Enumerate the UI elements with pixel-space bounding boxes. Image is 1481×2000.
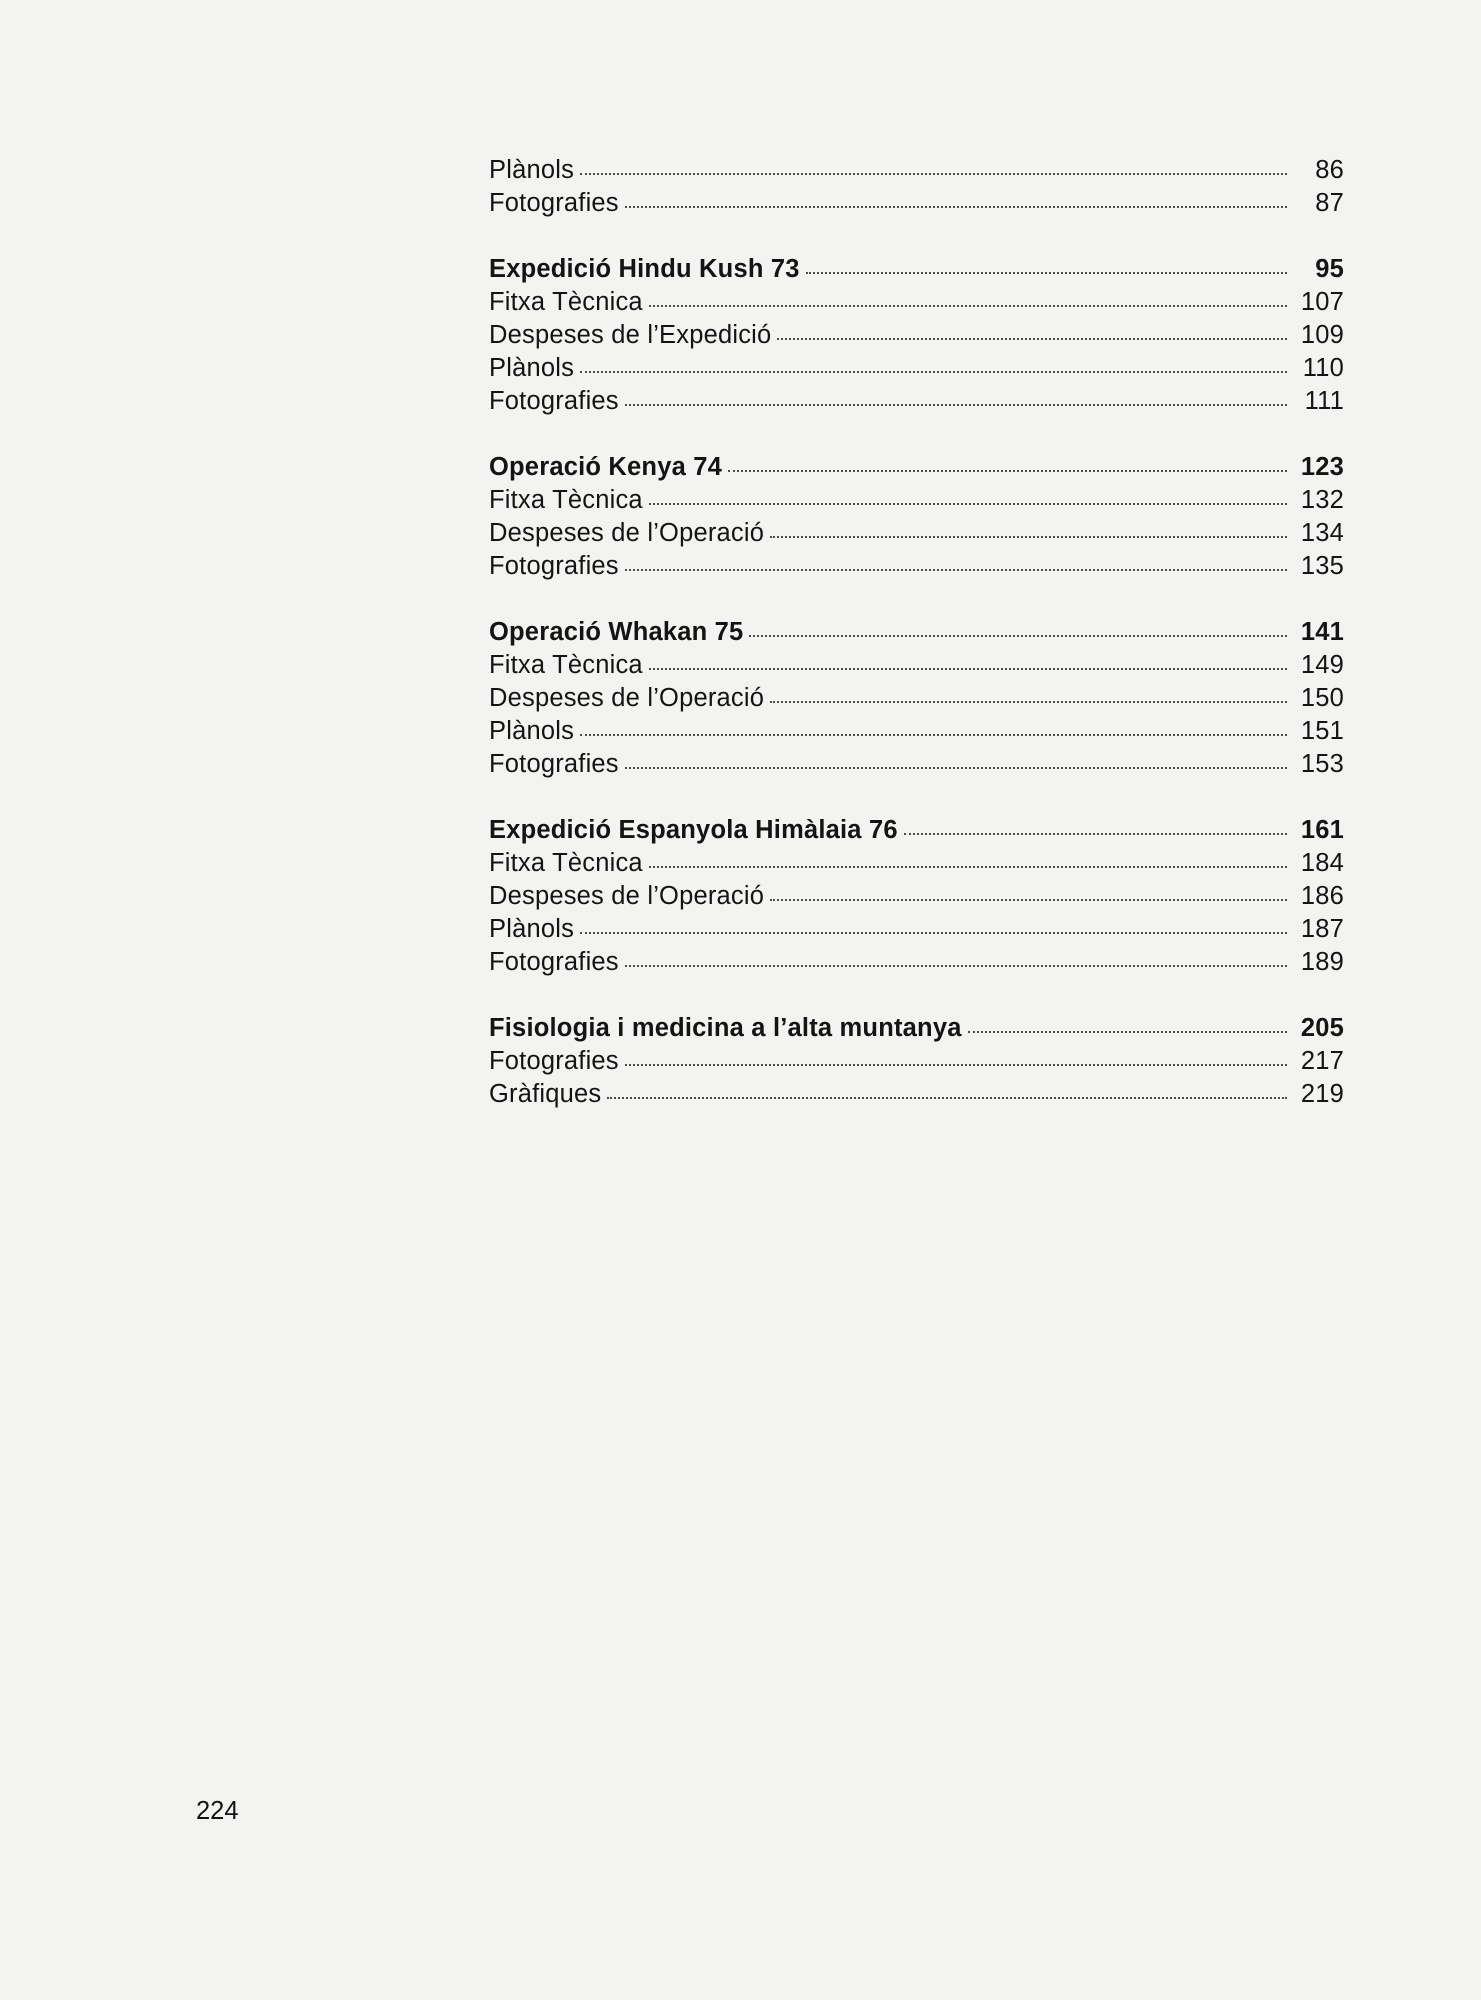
toc-entry — [489, 1078, 1344, 1111]
dot-leader — [728, 470, 1287, 472]
dot-leader — [607, 1097, 1287, 1099]
toc-entry-label: Fitxa Tècnica — [489, 486, 643, 514]
toc-entry-label: Despeses de l’Expedició — [489, 321, 772, 349]
toc-entry-page-number: 135 — [1300, 552, 1344, 580]
dot-leader — [770, 899, 1287, 901]
toc-entry-page-number: 149 — [1300, 651, 1344, 679]
toc-section — [489, 1012, 1344, 1111]
dot-leader — [968, 1031, 1287, 1033]
toc-entry-label: Plànols — [489, 354, 575, 382]
toc-entry-label: Fotografies — [489, 948, 619, 976]
toc-entry-label: Despeses de l’Operació — [489, 519, 765, 547]
toc-entry — [489, 1045, 1344, 1078]
toc-entry-label: Despeses de l’Operació — [489, 882, 765, 910]
toc-entry-page-number: 123 — [1300, 453, 1344, 481]
toc-entry-page-number: 219 — [1300, 1080, 1344, 1108]
toc-entry-page-number: 141 — [1300, 618, 1344, 646]
toc-entry — [489, 286, 1344, 319]
dot-leader — [625, 569, 1287, 571]
dot-leader — [749, 635, 1287, 637]
dot-leader — [625, 965, 1287, 967]
toc-entry-page-number: 134 — [1300, 519, 1344, 547]
toc-entry-page-number: 109 — [1300, 321, 1344, 349]
table-of-contents — [489, 154, 1344, 1144]
toc-entry-label: Fitxa Tècnica — [489, 849, 643, 877]
toc-entry-label: Expedició Hindu Kush 73 — [489, 255, 800, 283]
dot-leader — [904, 833, 1287, 835]
toc-entry — [489, 946, 1344, 979]
toc-entry-page-number: 87 — [1315, 189, 1344, 217]
toc-entry-page-number: 205 — [1300, 1014, 1344, 1042]
toc-entry-label: Fitxa Tècnica — [489, 651, 643, 679]
toc-entry-page-number: 189 — [1300, 948, 1344, 976]
toc-entry-page-number: 151 — [1300, 717, 1344, 745]
dot-leader — [649, 668, 1287, 670]
dot-leader — [649, 503, 1287, 505]
toc-heading-entry — [489, 616, 1344, 649]
dot-leader — [770, 536, 1287, 538]
toc-entry — [489, 187, 1344, 220]
dot-leader — [806, 272, 1287, 274]
toc-entry — [489, 352, 1344, 385]
toc-entry-page-number: 150 — [1300, 684, 1344, 712]
toc-entry — [489, 550, 1344, 583]
toc-entry-page-number: 111 — [1304, 387, 1344, 415]
toc-entry-label: Plànols — [489, 156, 575, 184]
toc-entry-label: Fitxa Tècnica — [489, 288, 643, 316]
toc-entry-label: Operació Whakan 75 — [489, 618, 744, 646]
toc-entry-label: Fotografies — [489, 750, 619, 778]
toc-section — [489, 451, 1344, 583]
toc-entry-label: Fotografies — [489, 387, 619, 415]
toc-heading-entry — [489, 1012, 1344, 1045]
toc-entry-page-number: 95 — [1315, 255, 1344, 283]
dot-leader — [625, 206, 1287, 208]
dot-leader — [580, 734, 1287, 736]
toc-entry-page-number: 217 — [1300, 1047, 1344, 1075]
toc-heading-entry — [489, 814, 1344, 847]
dot-leader — [770, 701, 1287, 703]
toc-heading-entry — [489, 451, 1344, 484]
toc-entry — [489, 715, 1344, 748]
dot-leader — [580, 173, 1287, 175]
toc-heading-entry — [489, 253, 1344, 286]
toc-section — [489, 616, 1344, 781]
dot-leader — [649, 305, 1287, 307]
toc-section — [489, 253, 1344, 418]
dot-leader — [777, 338, 1287, 340]
dot-leader — [625, 1064, 1287, 1066]
toc-entry-label: Fisiologia i medicina a l’alta muntanya — [489, 1014, 962, 1042]
toc-entry-label: Operació Kenya 74 — [489, 453, 723, 481]
dot-leader — [625, 404, 1287, 406]
toc-entry-page-number: 86 — [1315, 156, 1344, 184]
toc-entry-page-number: 187 — [1300, 915, 1344, 943]
toc-entry-page-number: 186 — [1300, 882, 1344, 910]
toc-entry — [489, 154, 1344, 187]
toc-entry — [489, 913, 1344, 946]
toc-entry-label: Plànols — [489, 915, 575, 943]
toc-entry-label: Plànols — [489, 717, 575, 745]
toc-entry-label: Expedició Espanyola Himàlaia 76 — [489, 816, 898, 844]
toc-entry — [489, 517, 1344, 550]
toc-entry-label: Fotografies — [489, 1047, 619, 1075]
toc-section — [489, 154, 1344, 220]
toc-entry — [489, 319, 1344, 352]
toc-entry-label: Gràfiques — [489, 1080, 602, 1108]
toc-entry-page-number: 184 — [1300, 849, 1344, 877]
toc-entry-page-number: 132 — [1300, 486, 1344, 514]
toc-entry-label: Fotografies — [489, 189, 619, 217]
toc-entry — [489, 649, 1344, 682]
toc-entry-page-number: 107 — [1300, 288, 1344, 316]
toc-entry-page-number: 153 — [1300, 750, 1344, 778]
toc-entry — [489, 847, 1344, 880]
toc-entry — [489, 880, 1344, 913]
toc-entry — [489, 682, 1344, 715]
dot-leader — [649, 866, 1287, 868]
toc-entry — [489, 748, 1344, 781]
toc-entry-label: Fotografies — [489, 552, 619, 580]
toc-entry — [489, 484, 1344, 517]
page-number: 224 — [196, 1797, 239, 1825]
dot-leader — [580, 371, 1287, 373]
dot-leader — [625, 767, 1287, 769]
toc-entry-page-number: 161 — [1300, 816, 1344, 844]
toc-entry-label: Despeses de l’Operació — [489, 684, 765, 712]
toc-section — [489, 814, 1344, 979]
toc-entry — [489, 385, 1344, 418]
toc-entry-page-number: 110 — [1302, 354, 1344, 382]
dot-leader — [580, 932, 1287, 934]
